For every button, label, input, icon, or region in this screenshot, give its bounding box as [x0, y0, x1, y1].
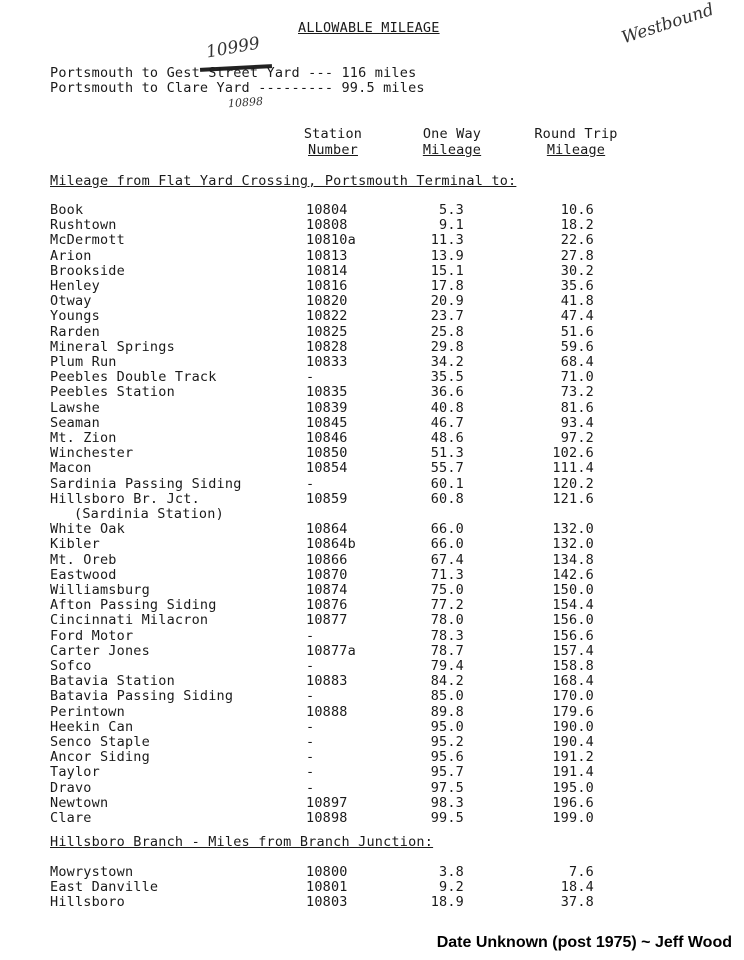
row-roundtrip-mileage: 30.2: [560, 262, 594, 279]
row-station-number: -: [306, 688, 315, 705]
row-name: Book: [50, 202, 84, 218]
row-name: Henley: [50, 278, 100, 294]
row-name: Mt. Zion: [50, 430, 117, 446]
table-row: [0, 879, 744, 894]
row-oneway-mileage: 67.4: [430, 551, 464, 568]
row-station-number: -: [306, 764, 315, 781]
row-name: Macon: [50, 460, 92, 477]
row-roundtrip-mileage: 191.2: [552, 749, 594, 766]
row-oneway-mileage: 55.7: [430, 460, 464, 477]
row-station-number: 10846: [306, 430, 348, 446]
row-station-number: 10876: [306, 597, 348, 614]
row-name: Hillsboro: [50, 894, 125, 911]
row-roundtrip-mileage: 132.0: [552, 521, 594, 538]
row-oneway-mileage: 25.8: [430, 323, 464, 340]
row-oneway-mileage: 13.9: [430, 247, 464, 264]
table-row: [0, 764, 744, 779]
table-row: [0, 521, 744, 536]
row-station-number: 10845: [306, 414, 348, 431]
column-header-roundtrip-line2: Mileage: [546, 142, 606, 158]
row-station-number: 10870: [306, 566, 348, 583]
row-roundtrip-mileage: 41.8: [560, 293, 594, 310]
table-row: [0, 339, 744, 354]
row-oneway-mileage: 23.7: [430, 308, 464, 325]
table-row: [0, 719, 744, 734]
row-name: Kibler: [50, 536, 100, 553]
row-name: Sardinia Passing Siding: [50, 475, 242, 492]
row-oneway-mileage: 95.2: [430, 734, 464, 750]
table-row: [0, 415, 744, 430]
row-name: Mt. Oreb: [50, 551, 117, 568]
row-roundtrip-mileage: 37.8: [560, 894, 594, 911]
row-oneway-mileage: 95.0: [430, 718, 464, 735]
row-oneway-mileage: 99.5: [430, 810, 464, 826]
handwritten-gest-number: 10999: [204, 33, 262, 63]
row-station-number: -: [306, 475, 315, 492]
row-station-number: -: [306, 779, 315, 796]
column-header-station-line2: Number: [308, 142, 358, 158]
row-roundtrip-mileage: 111.4: [552, 460, 594, 477]
row-roundtrip-mileage: 18.4: [560, 879, 594, 896]
table-row: [0, 536, 744, 551]
row-name: Mowrystown: [50, 864, 134, 880]
table-row: [0, 864, 744, 879]
table-row: [0, 673, 744, 688]
row-oneway-mileage: 71.3: [430, 566, 464, 583]
row-oneway-mileage: 66.0: [430, 521, 464, 538]
table-row: [0, 491, 744, 506]
handwritten-corner-note: Westbound: [619, 0, 717, 49]
row-station-number: 10877: [306, 612, 348, 629]
table-row: [0, 780, 744, 795]
row-station-number: -: [306, 627, 315, 644]
row-roundtrip-mileage: 190.4: [552, 734, 594, 750]
row-name: Hillsboro Br. Jct.: [50, 490, 200, 507]
row-oneway-mileage: 78.3: [430, 627, 464, 644]
row-oneway-mileage: 79.4: [430, 658, 464, 674]
row-roundtrip-mileage: 81.6: [560, 399, 594, 416]
row-station-number: 10810a: [306, 232, 356, 249]
row-roundtrip-mileage: 27.8: [560, 247, 594, 264]
row-roundtrip-mileage: 158.8: [552, 658, 594, 674]
row-oneway-mileage: 97.5: [430, 779, 464, 796]
row-roundtrip-mileage: 93.4: [560, 414, 594, 431]
row-station-number: 10822: [306, 308, 348, 325]
row-name: Senco Staple: [50, 734, 150, 750]
row-roundtrip-mileage: 156.6: [552, 627, 594, 644]
row-oneway-mileage: 36.6: [430, 384, 464, 401]
table-row: [0, 308, 744, 323]
row-oneway-mileage: 29.8: [430, 338, 464, 355]
row-name: Brookside: [50, 262, 125, 279]
row-roundtrip-mileage: 142.6: [552, 566, 594, 583]
table-row: [0, 232, 744, 247]
row-station-number: 10813: [306, 247, 348, 264]
row-station-number: 10874: [306, 582, 348, 598]
table-row: [0, 278, 744, 293]
row-roundtrip-mileage: 120.2: [552, 475, 594, 492]
row-station-number: -: [306, 734, 315, 750]
row-name: Youngs: [50, 308, 100, 325]
summary-line-clare: Portsmouth to Clare Yard --------- 99.5 miles: [50, 80, 425, 96]
row-oneway-mileage: 3.8: [439, 864, 464, 880]
row-roundtrip-mileage: 73.2: [560, 384, 594, 401]
row-roundtrip-mileage: 59.6: [560, 338, 594, 355]
row-station-number: 10877a: [306, 642, 356, 659]
summary-line-gest: Portsmouth to Gest Street Yard --- 116 miles: [50, 65, 417, 81]
row-name: Lawshe: [50, 399, 100, 416]
row-name: Seaman: [50, 414, 100, 431]
row-name: Carter Jones: [50, 642, 150, 659]
row-name: Batavia Passing Siding: [50, 688, 234, 705]
row-oneway-mileage: 11.3: [430, 232, 464, 249]
table-row: [0, 658, 744, 673]
row-oneway-mileage: 66.0: [430, 536, 464, 553]
table-row: [0, 217, 744, 232]
table-row: [0, 795, 744, 810]
row-oneway-mileage: 60.8: [430, 490, 464, 507]
row-station-number: 10897: [306, 794, 348, 811]
table-row: [0, 430, 744, 445]
row-name: Ancor Siding: [50, 749, 150, 766]
table-row: [0, 810, 744, 825]
row-roundtrip-mileage: 190.0: [552, 718, 594, 735]
row-name: Winchester: [50, 445, 134, 462]
row-roundtrip-mileage: 191.4: [552, 764, 594, 781]
row-name: Dravo: [50, 779, 92, 796]
row-name: Cincinnati Milacron: [50, 612, 209, 629]
row-oneway-mileage: 95.6: [430, 749, 464, 766]
row-oneway-mileage: 78.0: [430, 612, 464, 629]
section-heading-main: Mileage from Flat Yard Crossing, Portsmouth Terminal to:: [50, 173, 517, 189]
table-row: [0, 369, 744, 384]
row-oneway-mileage: 9.2: [439, 879, 464, 896]
table-row: [0, 263, 744, 278]
row-oneway-mileage: 85.0: [430, 688, 464, 705]
row-station-number: 10864: [306, 521, 348, 538]
row-roundtrip-mileage: 47.4: [560, 308, 594, 325]
row-roundtrip-mileage: 179.6: [552, 703, 594, 720]
table-row: [0, 293, 744, 308]
row-station-number: 10883: [306, 673, 348, 690]
row-name: Peebles Double Track: [50, 369, 217, 386]
row-station-number: 10864b: [306, 536, 356, 553]
row-station-number: 10816: [306, 278, 348, 294]
table-row: [0, 248, 744, 263]
row-roundtrip-mileage: 68.4: [560, 354, 594, 370]
row-roundtrip-mileage: 195.0: [552, 779, 594, 796]
row-name: East Danville: [50, 879, 159, 896]
row-station-number: 10859: [306, 490, 348, 507]
row-name: Mineral Springs: [50, 338, 175, 355]
row-roundtrip-mileage: 7.6: [569, 864, 594, 880]
row-name: Rarden: [50, 323, 100, 340]
row-roundtrip-mileage: 51.6: [560, 323, 594, 340]
row-roundtrip-mileage: 132.0: [552, 536, 594, 553]
column-header-station: [290, 126, 376, 158]
row-name: Clare: [50, 810, 92, 826]
row-station-number: 10828: [306, 338, 348, 355]
row-oneway-mileage: 84.2: [430, 673, 464, 690]
row-name: Peebles Station: [50, 384, 175, 401]
row-name: Otway: [50, 293, 92, 310]
row-name: (Sardinia Station): [74, 506, 224, 522]
document-title: ALLOWABLE MILEAGE: [298, 20, 440, 36]
row-name: Batavia Station: [50, 673, 175, 690]
column-header-roundtrip: [524, 126, 628, 158]
row-oneway-mileage: 46.7: [430, 414, 464, 431]
row-roundtrip-mileage: 168.4: [552, 673, 594, 690]
row-name: Arion: [50, 247, 92, 264]
column-header-oneway-line1: One Way: [422, 126, 482, 142]
row-roundtrip-mileage: 97.2: [560, 430, 594, 446]
row-roundtrip-mileage: 35.6: [560, 278, 594, 294]
row-oneway-mileage: 78.7: [430, 642, 464, 659]
table-row: [0, 612, 744, 627]
table-row: [0, 749, 744, 764]
table-row: [0, 384, 744, 399]
row-roundtrip-mileage: 22.6: [560, 232, 594, 249]
row-roundtrip-mileage: 10.6: [560, 202, 594, 218]
row-name: Heekin Can: [50, 718, 134, 735]
row-name: Taylor: [50, 764, 100, 781]
table-row: [0, 704, 744, 719]
row-name: Williamsburg: [50, 582, 150, 598]
row-name: Newtown: [50, 794, 109, 811]
row-station-number: -: [306, 749, 315, 766]
row-name: Afton Passing Siding: [50, 597, 217, 614]
row-name: Perintown: [50, 703, 125, 720]
row-oneway-mileage: 20.9: [430, 293, 464, 310]
row-name: Sofco: [50, 658, 92, 674]
photo-credit: Date Unknown (post 1975) ~ Jeff Wood: [436, 934, 732, 951]
row-roundtrip-mileage: 196.6: [552, 794, 594, 811]
row-roundtrip-mileage: 71.0: [560, 369, 594, 386]
row-station-number: -: [306, 658, 315, 674]
row-roundtrip-mileage: 102.6: [552, 445, 594, 462]
row-name: Eastwood: [50, 566, 117, 583]
row-roundtrip-mileage: 157.4: [552, 642, 594, 659]
row-oneway-mileage: 18.9: [430, 894, 464, 911]
row-station-number: 10854: [306, 460, 348, 477]
table-row: [0, 202, 744, 217]
table-row: [0, 324, 744, 339]
row-name: Ford Motor: [50, 627, 134, 644]
table-row: [0, 894, 744, 909]
table-row: [0, 567, 744, 582]
table-row: [0, 400, 744, 415]
row-station-number: 10839: [306, 399, 348, 416]
row-oneway-mileage: 60.1: [430, 475, 464, 492]
row-oneway-mileage: 95.7: [430, 764, 464, 781]
row-oneway-mileage: 15.1: [430, 262, 464, 279]
row-name: Plum Run: [50, 354, 117, 370]
row-roundtrip-mileage: 134.8: [552, 551, 594, 568]
row-oneway-mileage: 35.5: [430, 369, 464, 386]
row-station-number: -: [306, 369, 315, 386]
table-row: [0, 552, 744, 567]
table-row: [0, 354, 744, 369]
table-row: [0, 734, 744, 749]
row-oneway-mileage: 89.8: [430, 703, 464, 720]
column-header-roundtrip-line1: Round Trip: [534, 126, 618, 142]
row-station-number: 10804: [306, 202, 348, 218]
row-roundtrip-mileage: 199.0: [552, 810, 594, 826]
row-name: White Oak: [50, 521, 125, 538]
row-oneway-mileage: 51.3: [430, 445, 464, 462]
row-name: Rushtown: [50, 217, 117, 234]
row-oneway-mileage: 9.1: [439, 217, 464, 234]
row-roundtrip-mileage: 170.0: [552, 688, 594, 705]
row-station-number: 10850: [306, 445, 348, 462]
row-oneway-mileage: 17.8: [430, 278, 464, 294]
row-station-number: 10866: [306, 551, 348, 568]
row-station-number: -: [306, 718, 315, 735]
row-station-number: 10800: [306, 864, 348, 880]
row-oneway-mileage: 48.6: [430, 430, 464, 446]
table-row: [0, 582, 744, 597]
row-station-number: 10808: [306, 217, 348, 234]
row-roundtrip-mileage: 156.0: [552, 612, 594, 629]
row-name: McDermott: [50, 232, 125, 249]
column-header-oneway: [406, 126, 498, 158]
row-station-number: 10898: [306, 810, 348, 826]
row-station-number: 10833: [306, 354, 348, 370]
row-oneway-mileage: 5.3: [439, 202, 464, 218]
row-roundtrip-mileage: 121.6: [552, 490, 594, 507]
table-row: [0, 476, 744, 491]
row-station-number: 10803: [306, 894, 348, 911]
column-header-station-line1: Station: [303, 126, 363, 142]
row-roundtrip-mileage: 154.4: [552, 597, 594, 614]
row-oneway-mileage: 75.0: [430, 582, 464, 598]
row-roundtrip-mileage: 150.0: [552, 582, 594, 598]
table-row: [0, 506, 744, 521]
row-oneway-mileage: 34.2: [430, 354, 464, 370]
row-station-number: 10801: [306, 879, 348, 896]
table-row: [0, 628, 744, 643]
row-station-number: 10825: [306, 323, 348, 340]
table-row: [0, 445, 744, 460]
handwritten-clare-number: 10898: [227, 94, 264, 111]
table-row: [0, 688, 744, 703]
row-oneway-mileage: 77.2: [430, 597, 464, 614]
row-station-number: 10835: [306, 384, 348, 401]
table-row: [0, 460, 744, 475]
row-roundtrip-mileage: 18.2: [560, 217, 594, 234]
table-row: [0, 597, 744, 612]
column-header-oneway-line2: Mileage: [422, 142, 482, 158]
row-oneway-mileage: 40.8: [430, 399, 464, 416]
row-station-number: 10820: [306, 293, 348, 310]
section-heading-branch: Hillsboro Branch - Miles from Branch Junction:: [50, 834, 434, 850]
row-oneway-mileage: 98.3: [430, 794, 464, 811]
table-row: [0, 643, 744, 658]
row-station-number: 10888: [306, 703, 348, 720]
row-station-number: 10814: [306, 262, 348, 279]
